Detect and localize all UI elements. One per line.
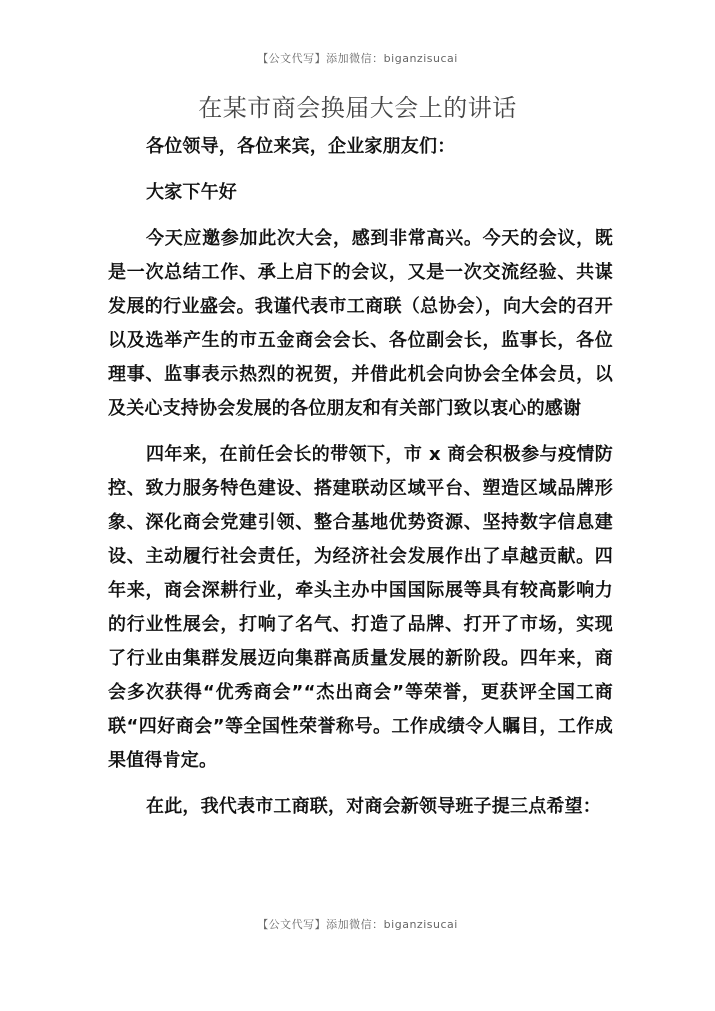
body-paragraph: 在此，我代表市工商联，对商会新领导班子提三点希望： xyxy=(146,796,601,817)
document-body xyxy=(108,130,613,836)
page-header-watermark: 【公文代写】添加微信：biganzisucai xyxy=(257,52,458,65)
body-paragraph: 今天应邀参加此次大会，感到非常高兴。今天的会议，既是一次总结工作、承上启下的会议，又是一次交流经验、共谋发展的行业盛会。我谨代表市工商联（总协会），向大会的召开以及选举产生的市五金商会会长、各位副会长，监事长，各位理事、监事表示热烈的祝贺，并借此机会向协会全体会员，以及关心支持协会发展的各位朋友和有关部门致以衷心的感谢 xyxy=(108,228,613,419)
body-paragraph: 四年来，在前任会长的带领下，市 x 商会积极参与疫情防控、致力服务特色建设、搭建联动区域平台、塑造区域品牌形象、深化商会党建引领、整合基地优势资源、坚持数字信息建设、主动履行社会责任，为经济社会发展作出了卓越贡献。四年来，商会深耕行业，牵头主办中国国际展等具有较高影响力的行业性展会，打响了名气、打造了品牌、打开了市场，实现了行业由集群发展迈向集群高质量发展的新阶段。四年来，商会多次获得“优秀商会”“杰出商会”等荣誉，更获评全国工商联“四好商会”等全国性荣誉称号。工作成绩令人瞩目，工作成果值得肯定。 xyxy=(108,444,613,771)
salutation-paragraph: 各位领导，各位来宾，企业家朋友们： xyxy=(146,136,456,157)
greeting-paragraph: 大家下午好 xyxy=(146,182,237,203)
page-footer-watermark: 【公文代写】添加微信：biganzisucai xyxy=(257,918,458,931)
document-title: 在某市商会换届大会上的讲话 xyxy=(198,94,517,122)
